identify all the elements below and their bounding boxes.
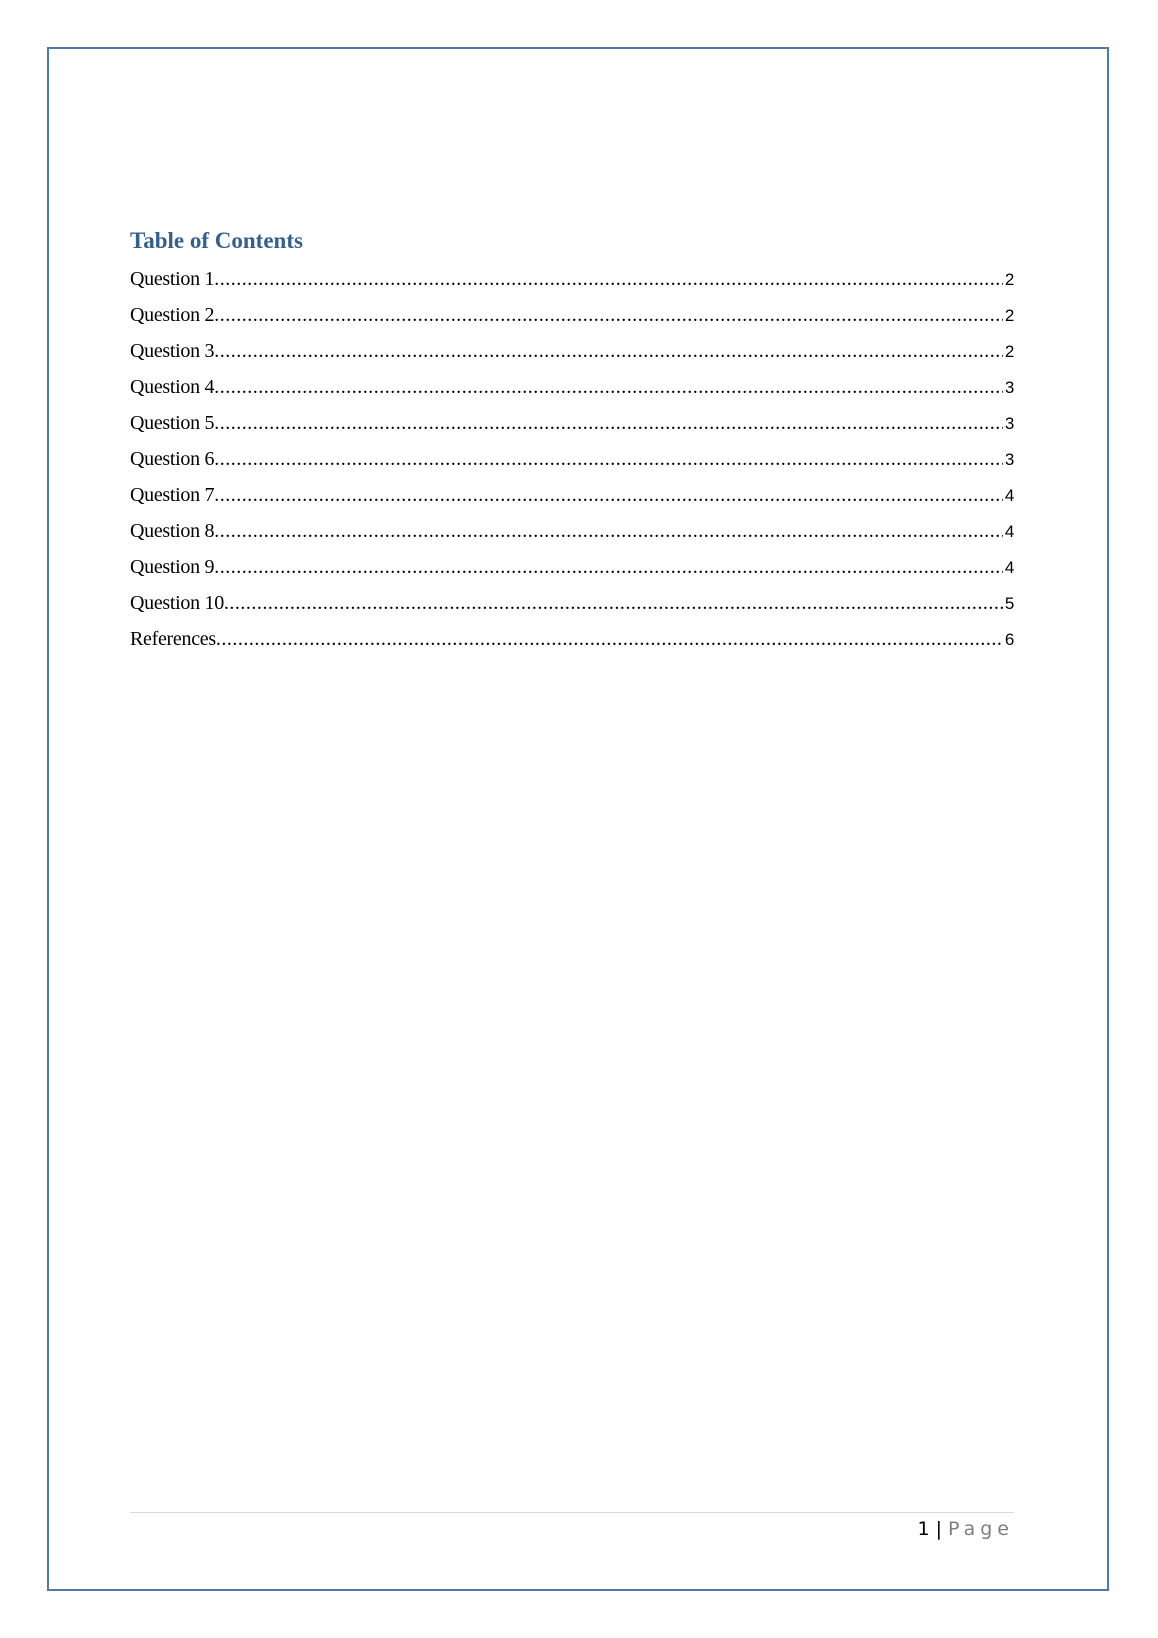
toc-dot-leader xyxy=(214,556,1003,579)
footer-separator: | xyxy=(935,1518,942,1540)
toc-dot-leader xyxy=(214,412,1003,435)
toc-dot-leader xyxy=(214,304,1003,327)
toc-dot-leader xyxy=(214,376,1003,399)
toc-entry-page: 3 xyxy=(1004,378,1014,397)
toc-entry-page: 5 xyxy=(1004,594,1014,613)
toc-entry-question-10[interactable] xyxy=(130,592,1014,628)
toc-entry-page: 3 xyxy=(1004,450,1014,469)
toc-entry-question-6[interactable] xyxy=(130,448,1014,484)
toc-entry-question-1[interactable] xyxy=(130,268,1014,304)
toc-entry-question-3[interactable] xyxy=(130,340,1014,376)
toc-entry-question-8[interactable] xyxy=(130,520,1014,556)
footer-page-word: Page xyxy=(948,1518,1014,1540)
toc-entry-label: Question 7 xyxy=(130,484,215,506)
toc-dot-leader xyxy=(214,484,1003,507)
toc-entry-label: References xyxy=(130,628,216,650)
toc-entry-label: Question 5 xyxy=(130,412,215,434)
page-footer xyxy=(918,1518,1015,1540)
toc-entry-label: Question 9 xyxy=(130,556,215,578)
toc-entry-question-5[interactable] xyxy=(130,412,1014,448)
toc-entry-label: Question 3 xyxy=(130,340,215,362)
toc-entry-question-2[interactable] xyxy=(130,304,1014,340)
toc-entry-label: Question 2 xyxy=(130,304,215,326)
toc-entry-page: 4 xyxy=(1004,522,1014,541)
toc-dot-leader xyxy=(214,448,1003,471)
toc-entry-label: Question 1 xyxy=(130,268,215,290)
toc-entry-question-7[interactable] xyxy=(130,484,1014,520)
toc-entry-page: 2 xyxy=(1004,270,1014,289)
toc-entry-page: 3 xyxy=(1004,414,1014,433)
footer-page-number: 1 xyxy=(917,1518,930,1540)
toc-dot-leader xyxy=(214,340,1003,363)
toc-dot-leader xyxy=(224,592,1003,615)
toc-entry-label: Question 4 xyxy=(130,376,215,398)
toc-entry-label: Question 10 xyxy=(130,592,224,614)
toc-entry-label: Question 8 xyxy=(130,520,215,542)
toc-entry-page: 6 xyxy=(1004,630,1014,649)
toc-dot-leader xyxy=(216,628,1003,651)
toc-entry-page: 2 xyxy=(1004,306,1014,325)
toc-title: Table of Contents xyxy=(130,228,303,253)
toc-list xyxy=(130,268,1014,664)
footer-rule xyxy=(130,1512,1014,1513)
toc-entry-references[interactable] xyxy=(130,628,1014,664)
toc-dot-leader xyxy=(214,520,1003,543)
toc-entry-label: Question 6 xyxy=(130,448,215,470)
toc-dot-leader xyxy=(214,268,1003,291)
toc-entry-page: 4 xyxy=(1004,558,1014,577)
toc-entry-question-9[interactable] xyxy=(130,556,1014,592)
toc-entry-page: 4 xyxy=(1004,486,1014,505)
toc-entry-question-4[interactable] xyxy=(130,376,1014,412)
toc-entry-page: 2 xyxy=(1004,342,1014,361)
